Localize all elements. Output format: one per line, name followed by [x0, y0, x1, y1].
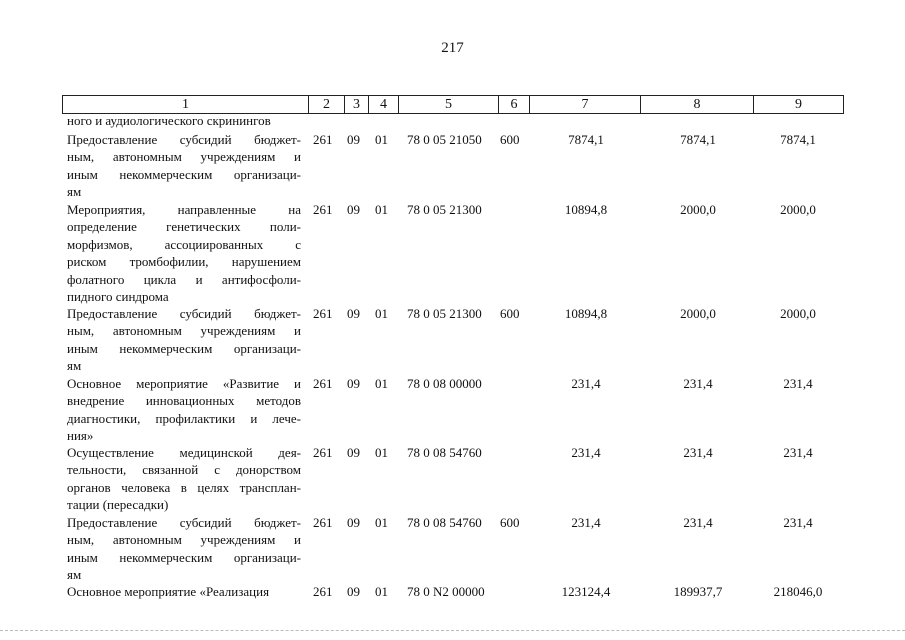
description-line: морфизмов, ассоциированных с: [67, 236, 301, 252]
header-cell-6: 6: [498, 96, 529, 113]
row-description: [67, 112, 301, 129]
description-line: Осуществление медицинской дея-: [67, 445, 301, 460]
cell-c5: 78 0 08 54760: [407, 515, 482, 530]
description-line: ного и аудиологического скринингов: [67, 113, 271, 128]
cell-c8: 7874,1: [680, 132, 716, 147]
cell-c9: 7874,1: [780, 132, 816, 147]
description-line: внедрение инновационных методов: [67, 393, 301, 409]
cell-c7: 231,4: [571, 445, 601, 460]
description-line: фолатного цикла и антифосфоли-: [67, 271, 301, 287]
description-line: Основное мероприятие «Реализация: [67, 584, 270, 599]
cell-c4: 01: [375, 445, 388, 460]
row-description: [67, 131, 301, 201]
cell-c5: 78 0 08 54760: [407, 445, 482, 460]
cell-c2: 261: [313, 376, 333, 391]
description-line: ям: [67, 184, 82, 200]
cell-c4: 01: [375, 132, 388, 147]
header-cell-5: 5: [398, 96, 498, 113]
cell-c2: 261: [313, 445, 333, 460]
cell-c4: 01: [375, 584, 388, 599]
header-cell-9: 9: [753, 96, 843, 113]
description-line: ния»: [67, 428, 94, 444]
cell-c3: 09: [347, 515, 360, 530]
cell-c3: 09: [347, 132, 360, 147]
cell-c3: 09: [347, 376, 360, 391]
description-line: пидного синдрома: [67, 289, 169, 305]
description-line: иным некоммерческим организаци-: [67, 549, 301, 565]
cell-c9: 231,4: [783, 376, 813, 391]
description-line: тельности, связанной с донорством: [67, 462, 301, 478]
cell-c8: 189937,7: [673, 584, 723, 599]
cell-c4: 01: [375, 515, 388, 530]
cell-c8: 2000,0: [680, 202, 716, 217]
cell-c3: 09: [347, 202, 360, 217]
cell-c7: 10894,8: [564, 306, 608, 321]
header-cell-7: 7: [529, 96, 640, 113]
cell-c3: 09: [347, 584, 360, 599]
header-cell-1: 1: [182, 97, 189, 112]
description-line: ным, автономным учреждениям и: [67, 323, 301, 339]
row-description: [67, 305, 301, 375]
cell-c6: 600: [500, 306, 520, 321]
header-cell-8: 8: [640, 96, 753, 113]
cell-c9: 231,4: [783, 445, 813, 460]
cell-c4: 01: [375, 306, 388, 321]
cell-c8: 231,4: [683, 445, 713, 460]
description-line: диагностики, профилактики и лече-: [67, 410, 301, 426]
cell-c3: 09: [347, 306, 360, 321]
cell-c5: 78 0 05 21050: [407, 132, 482, 147]
cell-c8: 2000,0: [680, 306, 716, 321]
row-description: [67, 514, 301, 584]
description-line: органов человека в целях трансплан-: [67, 479, 301, 495]
header-cell-2: 2: [308, 96, 344, 113]
cell-c7: 123124,4: [561, 584, 611, 599]
cell-c2: 261: [313, 515, 333, 530]
description-line: риском тромбофилии, нарушением: [67, 254, 301, 270]
description-line: Предоставление субсидий бюджет-: [67, 132, 301, 147]
description-line: Мероприятия, направленные на: [67, 202, 301, 217]
cell-c8: 231,4: [683, 515, 713, 530]
description-line: ям: [67, 567, 82, 583]
header-cell-3: 3: [344, 96, 368, 113]
cell-c9: 218046,0: [773, 584, 823, 599]
description-line: тации (пересадки): [67, 497, 169, 513]
cell-c7: 231,4: [571, 515, 601, 530]
description-line: Основное мероприятие «Развитие и: [67, 376, 301, 391]
description-line: ным, автономным учреждениям и: [67, 149, 301, 165]
cell-c2: 261: [313, 584, 333, 599]
description-line: ным, автономным учреждениям и: [67, 532, 301, 548]
header-cell-4: 4: [368, 96, 398, 113]
cell-c9: 2000,0: [780, 202, 816, 217]
row-description: [67, 201, 301, 305]
cell-c9: 231,4: [783, 515, 813, 530]
description-line: ям: [67, 358, 82, 374]
cell-c5: 78 0 05 21300: [407, 202, 482, 217]
cell-c6: 600: [500, 515, 520, 530]
cell-c2: 261: [313, 306, 333, 321]
cell-c8: 231,4: [683, 376, 713, 391]
description-line: иным некоммерческим организаци-: [67, 166, 301, 182]
row-description: [67, 583, 301, 600]
cell-c4: 01: [375, 376, 388, 391]
cell-c6: 600: [500, 132, 520, 147]
description-line: определение генетических поли-: [67, 219, 301, 235]
cell-c9: 2000,0: [780, 306, 816, 321]
cell-c2: 261: [313, 132, 333, 147]
cell-c5: 78 0 N2 00000: [407, 584, 485, 599]
cell-c5: 78 0 08 00000: [407, 376, 482, 391]
row-description: [67, 444, 301, 514]
cell-c5: 78 0 05 21300: [407, 306, 482, 321]
description-line: иным некоммерческим организаци-: [67, 340, 301, 356]
cell-c2: 261: [313, 202, 333, 217]
description-line: Предоставление субсидий бюджет-: [67, 306, 301, 321]
row-description: [67, 375, 301, 445]
cell-c4: 01: [375, 202, 388, 217]
description-line: Предоставление субсидий бюджет-: [67, 515, 301, 530]
cell-c7: 231,4: [571, 376, 601, 391]
cell-c7: 7874,1: [568, 132, 604, 147]
scan-edge-line: [0, 630, 905, 631]
cell-c7: 10894,8: [564, 202, 608, 217]
cell-c3: 09: [347, 445, 360, 460]
page-number: 217: [441, 40, 464, 56]
